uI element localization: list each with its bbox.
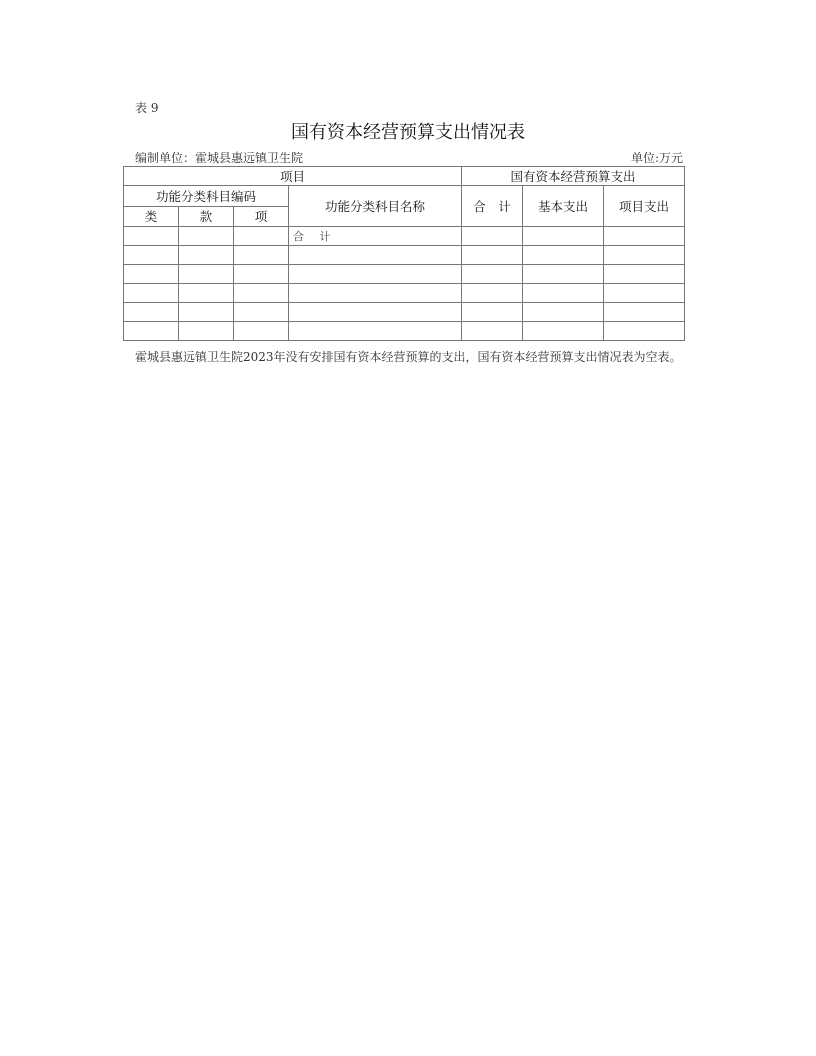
table-cell — [234, 284, 289, 303]
header-item: 项目 — [124, 167, 462, 186]
table-cell — [179, 284, 234, 303]
table-cell — [234, 322, 289, 341]
budget-table — [123, 166, 685, 341]
table-row — [124, 284, 685, 303]
table-cell — [604, 322, 685, 341]
header-name: 功能分类科目名称 — [289, 186, 462, 227]
table-row — [124, 246, 685, 265]
table-cell — [124, 322, 179, 341]
table-cell — [523, 303, 604, 322]
header-total: 合 计 — [462, 186, 523, 227]
table-cell — [523, 265, 604, 284]
table-cell — [124, 246, 179, 265]
table-cell — [234, 265, 289, 284]
header-section: 款 — [179, 206, 234, 227]
table-cell — [462, 322, 523, 341]
table-cell — [179, 303, 234, 322]
header-row-2 — [124, 186, 685, 207]
table-number: 表 9 — [135, 101, 159, 115]
total-row — [124, 227, 685, 246]
table-cell — [462, 284, 523, 303]
header-class: 类 — [124, 206, 179, 227]
table-cell — [604, 246, 685, 265]
table-cell — [462, 303, 523, 322]
table-cell — [124, 284, 179, 303]
header-code: 功能分类科目编码 — [124, 186, 289, 207]
table-cell — [289, 303, 462, 322]
header-row-1 — [124, 167, 685, 186]
table-cell — [462, 246, 523, 265]
header-basic: 基本支出 — [523, 186, 604, 227]
table-cell — [124, 265, 179, 284]
note-text: 霍城县惠远镇卫生院2023年没有安排国有资本经营预算的支出，国有资本经营预算支出情况表为空表。 — [135, 350, 682, 364]
table-cell — [604, 303, 685, 322]
table-cell — [234, 303, 289, 322]
header-budget: 国有资本经营预算支出 — [462, 167, 685, 186]
table-cell — [124, 303, 179, 322]
unit-label: 单位:万元 — [630, 151, 683, 165]
header-project: 项目支出 — [604, 186, 685, 227]
table-cell — [179, 265, 234, 284]
header-item-sub: 项 — [234, 206, 289, 227]
table-cell — [179, 322, 234, 341]
page-title: 国有资本经营预算支出情况表 — [291, 122, 525, 143]
table-row — [124, 303, 685, 322]
table-cell — [523, 284, 604, 303]
table-cell — [234, 227, 289, 246]
table-row — [124, 322, 685, 341]
table-cell — [523, 246, 604, 265]
table-cell — [289, 246, 462, 265]
table-cell — [604, 227, 685, 246]
total-row-label: 合 计 — [289, 227, 462, 246]
table-cell — [124, 227, 179, 246]
table-cell — [179, 246, 234, 265]
table-cell — [289, 265, 462, 284]
org-label: 编制单位：霍城县惠远镇卫生院 — [135, 151, 304, 165]
table-cell — [523, 227, 604, 246]
table-cell — [462, 227, 523, 246]
table-cell — [604, 265, 685, 284]
table-cell — [179, 227, 234, 246]
table-cell — [604, 284, 685, 303]
table-cell — [523, 322, 604, 341]
table-cell — [462, 265, 523, 284]
table-cell — [289, 322, 462, 341]
table-cell — [234, 246, 289, 265]
table-row — [124, 265, 685, 284]
table-cell — [289, 284, 462, 303]
